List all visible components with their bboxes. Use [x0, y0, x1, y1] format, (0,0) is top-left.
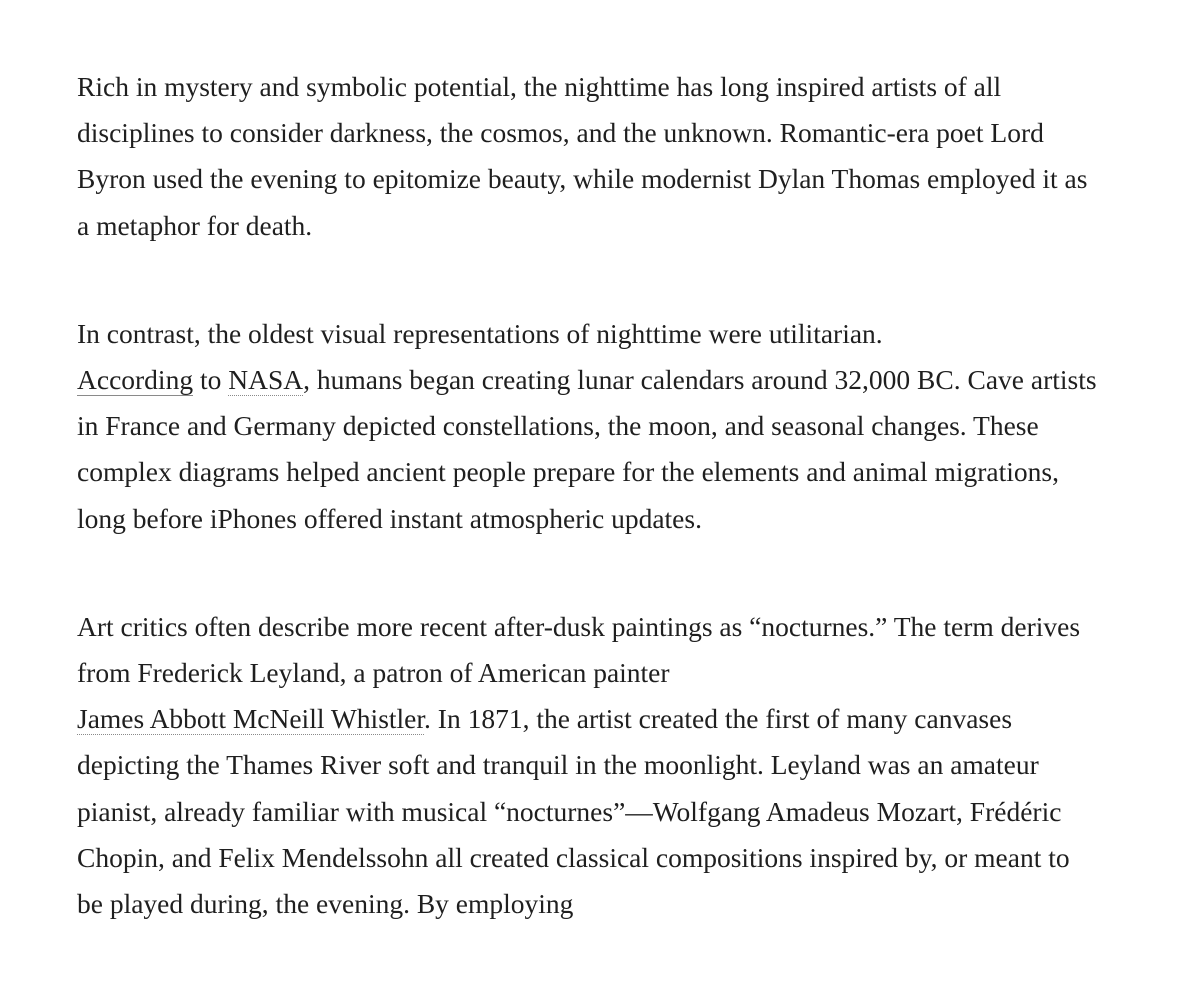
paragraph-1 [77, 64, 1097, 249]
paragraph-3-text-before: Art critics often describe more recent after-dusk paintings as “nocturnes.” The term derives from Frederick Leyland, a patron of American painter [77, 610, 1081, 689]
paragraph-2-text-between: to [193, 364, 229, 396]
paragraph-3-text-after: . In 1871, the artist created the first of many canvases depicting the Thames River soft and tranquil in the moonlight. Leyland was an amateur pianist, already familiar with musical “nocturnes”—Wolfgang Amadeus Mozart, Frédéric Chopin, and Felix Mendelssohn all created classical compositions inspired by, or meant to be played during, the evening. By employing [77, 703, 1070, 920]
according-link[interactable]: According [77, 364, 194, 396]
whistler-link[interactable]: James Abbott McNeill Whistler [77, 703, 425, 735]
paragraph-2-text-before: In contrast, the oldest visual representations of nighttime were utilitarian. [77, 317, 883, 349]
nasa-link[interactable]: NASA [228, 364, 304, 396]
paragraph-2 [77, 311, 1097, 542]
article-body [77, 64, 1097, 989]
paragraph-2-text-after: , humans began creating lunar calendars around 32,000 BC. Cave artists in France and Germany depicted constellations, the moon, and seasonal changes. These complex diagrams helped ancient people prepare for the elements and animal migrations, long before iPhones offered instant atmospheric updates. [77, 364, 1097, 534]
paragraph-1-text: Rich in mystery and symbolic potential, the nighttime has long inspired artists of all disciplines to consider darkness, the cosmos, and the unknown. Romantic-era poet Lord Byron used the evening to epitomize beauty, while modernist Dylan Thomas employed it as a metaphor for death. [77, 71, 1088, 241]
paragraph-3 [77, 604, 1097, 927]
